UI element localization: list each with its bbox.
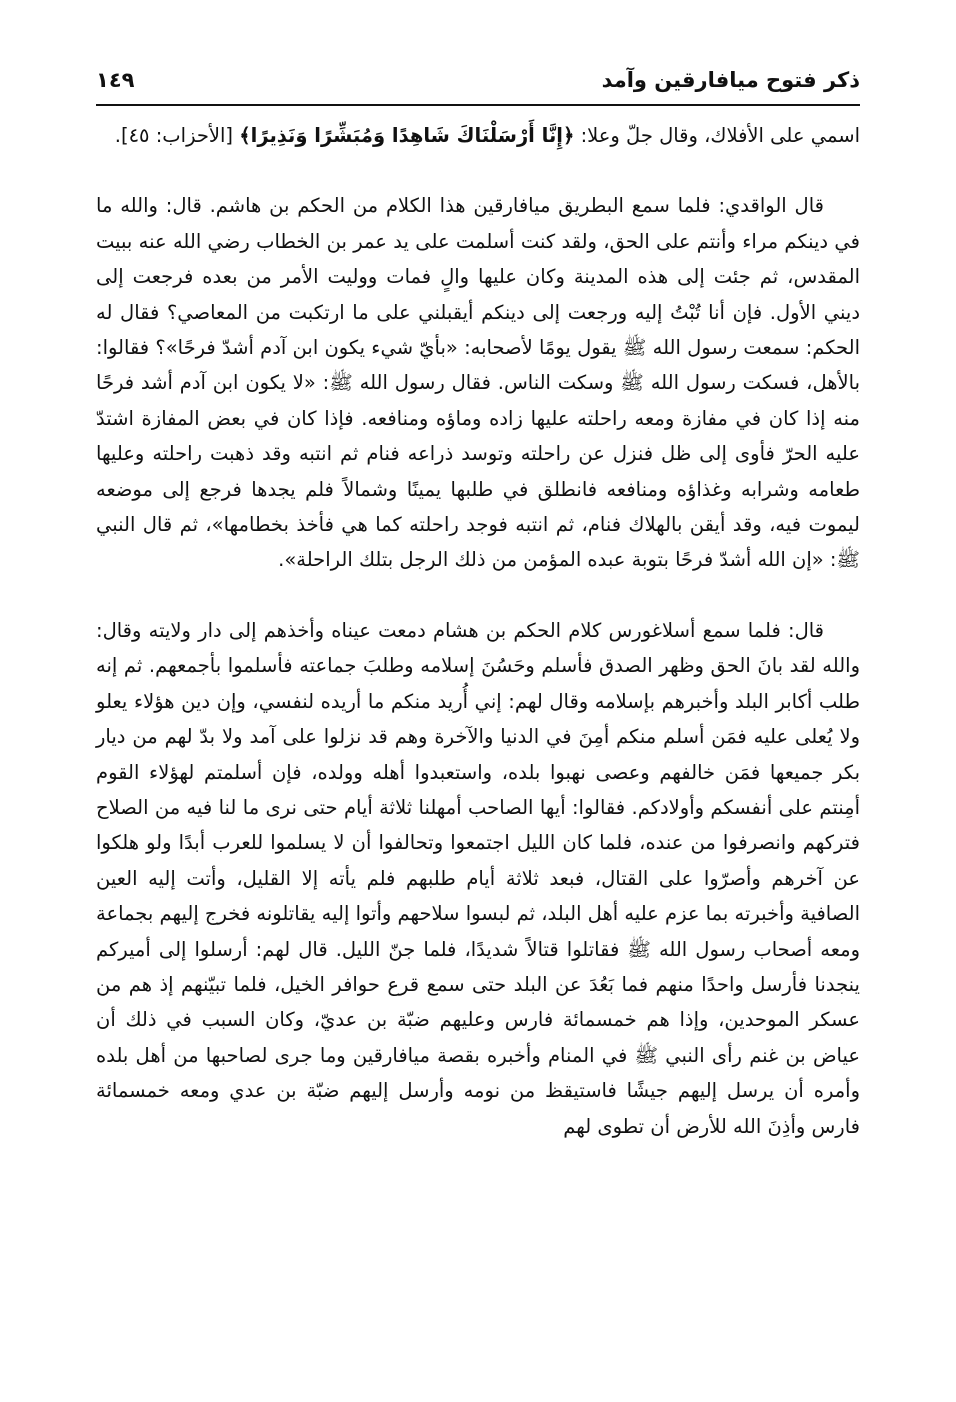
quran-verse: ﴿إِنَّا أَرْسَلْنَاكَ شَاهِدًا وَمُبَشِّرًا وَنَذِيرًا﴾ xyxy=(239,124,575,147)
paragraph-1 xyxy=(96,118,860,153)
running-title: ذكر فتوح ميافارقين وآمد xyxy=(601,68,860,92)
header-rule xyxy=(96,104,860,106)
verse-citation: [الأحزاب: ٤٥]. xyxy=(114,124,240,147)
page-number: ١٤٩ xyxy=(96,68,135,92)
paragraph-1-before: اسمي على الأفلاك، وقال جلّ وعلا: xyxy=(574,124,860,147)
paragraph-3: قال: فلما سمع أسلاغورس كلام الحكم بن هشام دمعت عيناه وأخذهم إلى دار ولايته وقال: والله لقد بانَ الحق وظهر الصدق فأسلم وحَسُنَ إسلامه وطلبَ جماعته فأسلموا بأجمعهم. ثم إنه طلب أكابر البلد وأخبرهم بإسلامه وقال لهم: إني أُريد منكم ما أريده لنفسي، وإن دين هؤلاء يعلو ولا يُعلى عليه فمَن أسلم منكم أمِنَ في الدنيا والآخرة وهم قد نزلوا على آمد ولا بدّ لهم من ديار بكر جميعها فمَن خالفهم وعصى نهبوا بلده، واستعبدوا أهله وولده، فإن أسلمتم لهؤلاء القوم أمِنتم على أنفسكم وأولادكم. فقالوا: أيها الصاحب أمهلنا ثلاثة أيام حتى نرى ما لنا فيه من الصلاح فتركهم وانصرفوا من عنده، فلما كان الليل اجتمعوا وتحالفوا أن لا يسلموا للعرب أبدًا ولو هلكوا عن آخرهم وأصرّوا على القتال، فبعد ثلاثة أيام طلبهم فلم يأته إلا القليل، وأتت إليه العين الصافية وأخبرته بما عزم عليه أهل البلد، ثم لبسوا سلاحهم وأتوا إليه يقاتلونه فخرج إليهم بجماعة ومعه أصحاب رسول الله ﷺ فقاتلوا قتالاً شديدًا، فلما جنّ الليل. قال لهم: أرسلوا إلى أميركم ينجدنا فأرسل واحدًا منهم فما بَعُدَ عن البلد حتى سمع قرع حوافر الخيل، فلما تبيّنهم إذ هم من عسكر الموحدين، وإذا هم خمسمائة فارس وعليهم ضبّة بن عديّ، وكان السبب في ذلك أن عياض بن غنم رأى النبي ﷺ في المنام وأخبره بقصة ميافارقين وما جرى لصاحبها من أهل بلده وأمره أن يرسل إليهم جيشًا فاستيقظ من نومه وأرسل إليهم ضبّة بن عدي ومعه خمسمائة فارس وأذِنَ الله للأرض أن تطوى لهم xyxy=(96,618,860,1138)
page-header xyxy=(96,62,860,102)
paragraph-2: قال الواقدي: فلما سمع البطريق ميافارقين هذا الكلام من الحكم بن هاشم. قال: والله ما في دينكم مراء وأنتم على الحق، ولقد كنت أسلمت على يد عمر بن الخطاب رضي الله عنه ببيت المقدس، ثم جئت إلى هذه المدينة وكان عليها والٍ فمات ووليت الأمر من بعده فرجعت إلى ديني الأول. فإن أنا تُبْتُ إليه ورجعت إلى دينكم أيقبلني على ما ارتكبت من المعاصي؟ فقال له الحكم: سمعت رسول الله ﷺ يقول يومًا لأصحابه: «بأيّ شيء يكون ابن آدم أشدّ فرحًا»؟ فقالوا: بالأهل، فسكت رسول الله ﷺ وسكت الناس. فقال رسول الله ﷺ: «لا يكون ابن آدم أشد فرحًا منه إذا كان في مفازة ومعه راحلته عليها زاده وماؤه ومنافعه. فإذا كان في بعض المفازة اشتدّ عليه الحرّ فأوى إلى ظل فنزل عن راحلته وتوسد ذراعه فنام ثم انتبه وقد ذهبت راحلته وعليها طعامه وشرابه وغذاؤه ومنافعه فانطلق في طلبها يمينًا وشمالاً فلم يجدها فرجع إلى موضعه ليموت فيه، وقد أيقن بالهلاك فنام، ثم انتبه فوجد راحلته كما هي فأخذ بخطامها»، ثم قال النبي ﷺ: «إن الله أشدّ فرحًا بتوبة عبده المؤمن من ذلك الرجل بتلك الراحلة». xyxy=(96,194,860,572)
body-text xyxy=(96,118,860,1144)
